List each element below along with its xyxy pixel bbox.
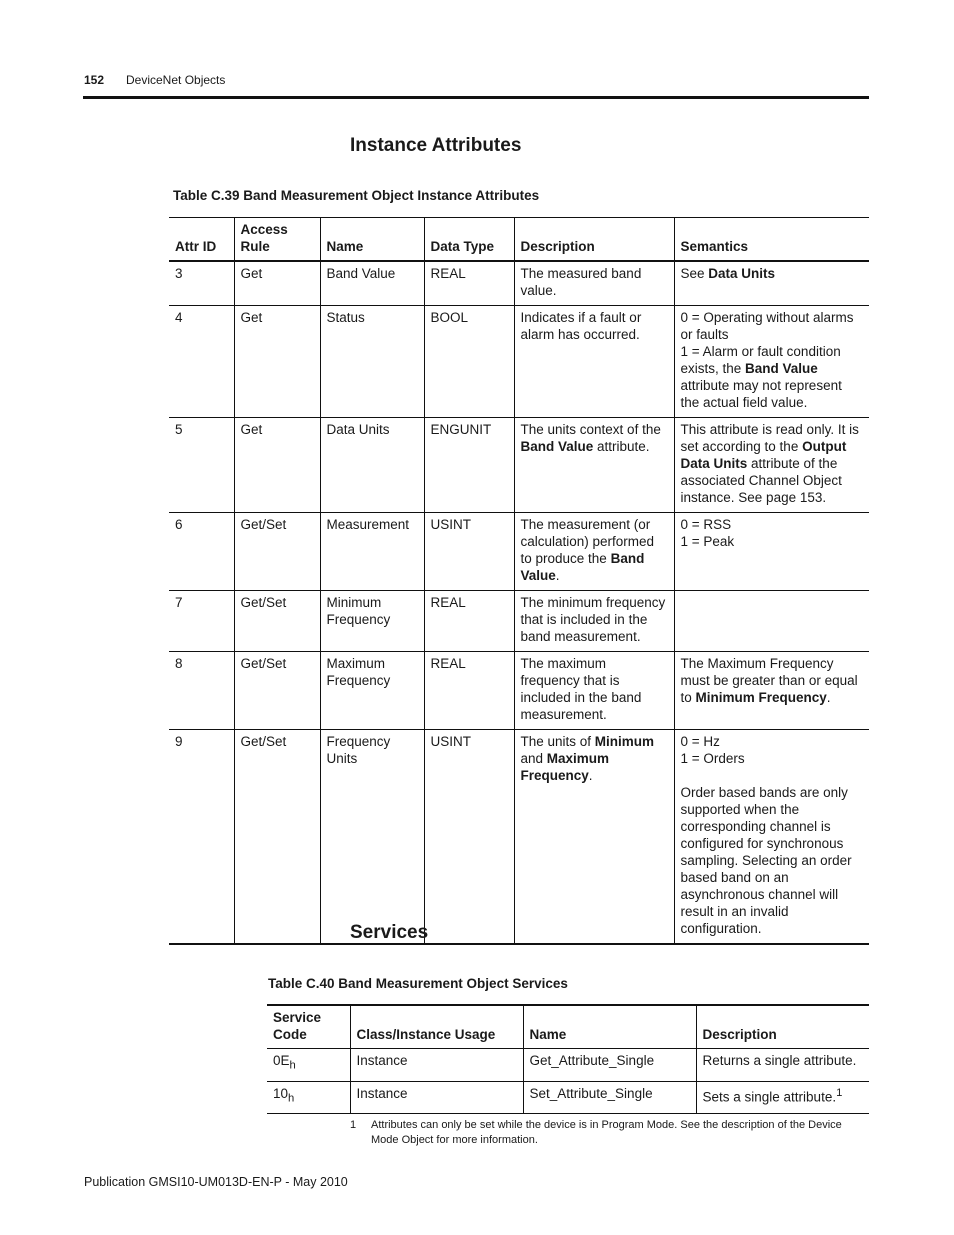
service-code-cell: $0E_h$ xyxy=(273,1053,296,1072)
instance-attributes-table xyxy=(169,217,869,945)
services-table xyxy=(267,1004,869,1114)
attr-id-cell: 5 xyxy=(175,422,183,437)
data-type-cell: ENGUNIT xyxy=(424,418,514,513)
description-cell: The measurement (or calculation) performed to produce the Band Value. xyxy=(514,513,674,591)
table-row xyxy=(267,1081,869,1114)
description-cell: The maximum frequency that is included in the band measurement. xyxy=(514,652,674,730)
service-name-cell: Get_Attribute_Single xyxy=(523,1049,696,1082)
table-row xyxy=(169,306,869,418)
column-header: Service Code xyxy=(273,1010,322,1042)
data-type-cell: REAL xyxy=(424,261,514,306)
table-row xyxy=(169,261,869,306)
table-row xyxy=(169,730,869,945)
description-cell: Indicates if a fault or alarm has occurred. xyxy=(514,306,674,418)
semantics-cell: See Data Units xyxy=(674,261,869,306)
name-cell: Frequency Units xyxy=(320,730,424,945)
description-cell: The units context of the Band Value attribute. xyxy=(514,418,674,513)
instance-attributes-heading: Instance Attributes xyxy=(350,135,522,156)
column-header: Class/Instance Usage xyxy=(350,1005,523,1049)
data-type-cell: REAL xyxy=(424,652,514,730)
column-header: Data Type xyxy=(424,218,514,262)
column-header: Attr ID xyxy=(175,239,217,254)
service-name-cell: Set_Attribute_Single xyxy=(523,1081,696,1114)
semantics-cell: 0 = Hz 1 = Orders Order based bands are only supported when the corresponding channel is configured for synchronous sampling. Selecting an order based band on an asynchronous channel will result in an invalid configuration. xyxy=(674,730,869,945)
data-type-cell: BOOL xyxy=(424,306,514,418)
table-row xyxy=(169,652,869,730)
attr-id-cell: 4 xyxy=(175,310,183,325)
access-rule-cell: Get/Set xyxy=(234,652,320,730)
column-header: Description xyxy=(514,218,674,262)
description-cell: The units of Minimum and Maximum Frequency. xyxy=(514,730,674,945)
access-rule-cell: Get/Set xyxy=(234,513,320,591)
name-cell: Maximum Frequency xyxy=(320,652,424,730)
access-rule-cell: Get xyxy=(234,261,320,306)
semantics-cell: This attribute is read only. It is set according to the Output Data Units attribute of the associated Channel Object instance. See page 153. xyxy=(674,418,869,513)
service-description-cell: Returns a single attribute. xyxy=(696,1049,869,1082)
semantics-cell: 0 = Operating without alarms or faults 1 = Alarm or fault condition exists, the Band Value attribute may not represent the actual field value. xyxy=(674,306,869,418)
footnote-text: Attributes can only be set while the device is in Program Mode. See the description of the Device Mode Object for more information. xyxy=(371,1119,842,1146)
data-type-cell: REAL xyxy=(424,591,514,652)
service-description-cell: Sets a single attribute.$^1$ xyxy=(696,1081,869,1114)
attr-id-cell: 7 xyxy=(175,595,183,610)
access-rule-cell: Get/Set xyxy=(234,730,320,945)
table-header-row xyxy=(169,218,869,262)
column-header: Semantics xyxy=(674,218,869,262)
header-rule xyxy=(83,96,869,99)
service-code-cell: $10_h$ xyxy=(273,1085,295,1105)
description-cell: The minimum frequency that is included in the band measurement. xyxy=(514,591,674,652)
name-cell: Band Value xyxy=(320,261,424,306)
table-row xyxy=(267,1049,869,1082)
name-cell: Minimum Frequency xyxy=(320,591,424,652)
semantics-cell: The Maximum Frequency must be greater than or equal to Minimum Frequency. xyxy=(674,652,869,730)
attr-id-cell: 6 xyxy=(175,517,183,532)
access-rule-cell: Get xyxy=(234,306,320,418)
table-row xyxy=(169,513,869,591)
access-rule-cell: Get/Set xyxy=(234,591,320,652)
table-header-row xyxy=(267,1005,869,1049)
column-header: Name xyxy=(523,1005,696,1049)
footnote-number: 1 xyxy=(350,1119,357,1131)
table-c39-caption: Table C.39 Band Measurement Object Instance Attributes xyxy=(173,188,540,203)
semantics-cell: 0 = RSS 1 = Peak xyxy=(674,513,869,591)
name-cell: Data Units xyxy=(320,418,424,513)
column-header: Access Rule xyxy=(234,218,320,262)
attr-id-cell: 8 xyxy=(175,656,183,671)
page-number: 152 xyxy=(84,73,105,87)
usage-cell: Instance xyxy=(350,1081,523,1114)
access-rule-cell: Get xyxy=(234,418,320,513)
semantics-cell xyxy=(674,591,869,652)
running-header-section: DeviceNet Objects xyxy=(126,73,226,87)
data-type-cell: USINT xyxy=(424,730,514,945)
usage-cell: Instance xyxy=(350,1049,523,1082)
publication-footer: Publication GMSI10-UM013D-EN-P - May 2010 xyxy=(84,1175,348,1189)
attr-id-cell: 9 xyxy=(175,734,183,749)
attr-id-cell: 3 xyxy=(175,266,183,281)
column-header: Description xyxy=(696,1005,869,1049)
table-row xyxy=(169,591,869,652)
data-type-cell: USINT xyxy=(424,513,514,591)
column-header: Name xyxy=(320,218,424,262)
table-row xyxy=(169,418,869,513)
name-cell: Status xyxy=(320,306,424,418)
name-cell: Measurement xyxy=(320,513,424,591)
services-heading: Services xyxy=(350,922,429,943)
description-cell: The measured band value. xyxy=(514,261,674,306)
table-c40-caption: Table C.40 Band Measurement Object Services xyxy=(268,976,568,991)
